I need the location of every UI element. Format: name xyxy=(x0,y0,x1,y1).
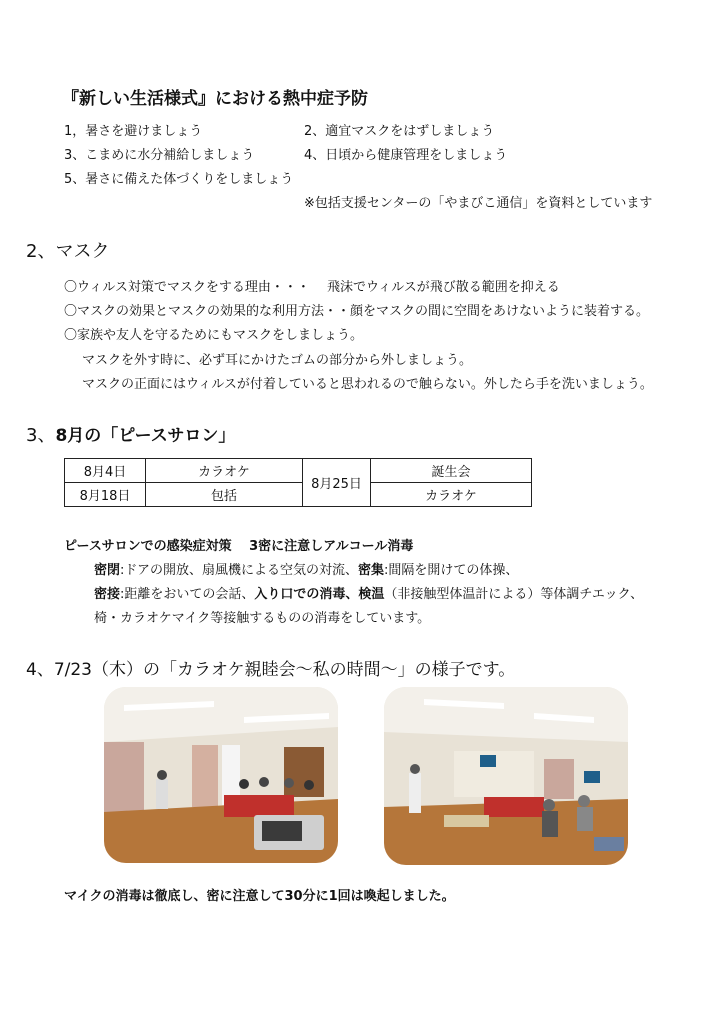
tip-item-5: 5、暑さに備えた体づくりをしましょう xyxy=(64,172,294,187)
karaoke-photo-2 xyxy=(384,687,628,865)
measure-label: 密閉 xyxy=(94,563,121,578)
mask-line-4: マスクを外す時に、必ず耳にかけたゴムの部分から外しましょう。 xyxy=(82,353,473,368)
measure-text: :ドアの開放、扇風機による空気の対流、 xyxy=(120,563,359,578)
measure-line-3: 椅・カラオケマイク等接触するものの消毒をしています。 xyxy=(94,611,431,626)
tip-item-3: 3、こまめに水分補給しましょう xyxy=(64,148,255,163)
source-note: ※包括支援センターの「やまびこ通信」を資料としています xyxy=(304,196,653,211)
measure-text: :間隔を開けての体操、 xyxy=(384,563,519,578)
tip-item-1: 1，暑さを避けましょう xyxy=(64,124,203,139)
measure-label: 密接 xyxy=(94,587,121,602)
tip-item-2: 2、適宜マスクをはずしましょう xyxy=(304,124,495,139)
schedule-date: 8月4日 xyxy=(65,459,146,483)
photo-caption: マイクの消毒は徹底し、密に注意して30分に1回は喚起しました。 xyxy=(64,889,455,904)
measure-line-1 xyxy=(94,559,518,578)
karaoke-photo-1 xyxy=(104,687,338,863)
section1-title: 『新しい生活様式』における熱中症予防 xyxy=(62,89,368,109)
section3-heading xyxy=(26,421,235,447)
schedule-event: 包括 xyxy=(146,483,303,507)
schedule-event: カラオケ xyxy=(146,459,303,483)
schedule-table xyxy=(64,458,532,507)
mask-line-3: 〇家族や友人を守るためにもマスクをしましょう。 xyxy=(64,328,364,343)
measures-title: ピースサロンでの感染症対策 3密に注意しアルコール消毒 xyxy=(64,539,414,554)
schedule-date: 8月25日 xyxy=(303,459,371,507)
measure-label: 密集 xyxy=(358,563,385,578)
section4-heading: 4、7/23（木）の「カラオケ親睦会～私の時間～」の様子です。 xyxy=(26,660,516,680)
mask-line-2: 〇マスクの効果とマスクの効果的な利用方法・・顔をマスクの間に空間をあけないように装着する。 xyxy=(64,304,650,319)
measure-text: :距離をおいての会話、 xyxy=(120,587,255,602)
schedule-date: 8月18日 xyxy=(65,483,146,507)
schedule-event: 誕生会 xyxy=(371,459,532,483)
section3-heading-text: 8月の「ピースサロン」 xyxy=(55,426,236,446)
schedule-event: カラオケ xyxy=(371,483,532,507)
mask-line-1: 〇ウィルス対策でマスクをする理由・・・ 飛沫でウィルスが飛び散る範囲を抑える xyxy=(64,280,560,295)
tip-item-4: 4、日頃から健康管理をしましょう xyxy=(304,148,508,163)
measure-text: （非接触型体温計による）等体調チエック、 xyxy=(384,587,644,602)
section2-heading: 2、マスク xyxy=(26,241,110,262)
section3-heading-number: 3、 xyxy=(26,425,56,446)
measure-line-2 xyxy=(94,583,643,602)
measure-bold-text: 入り口での消毒、検温 xyxy=(254,587,385,602)
mask-line-5: マスクの正面にはウィルスが付着していると思われるので触らない。外したら手を洗いましょう。 xyxy=(82,377,653,392)
